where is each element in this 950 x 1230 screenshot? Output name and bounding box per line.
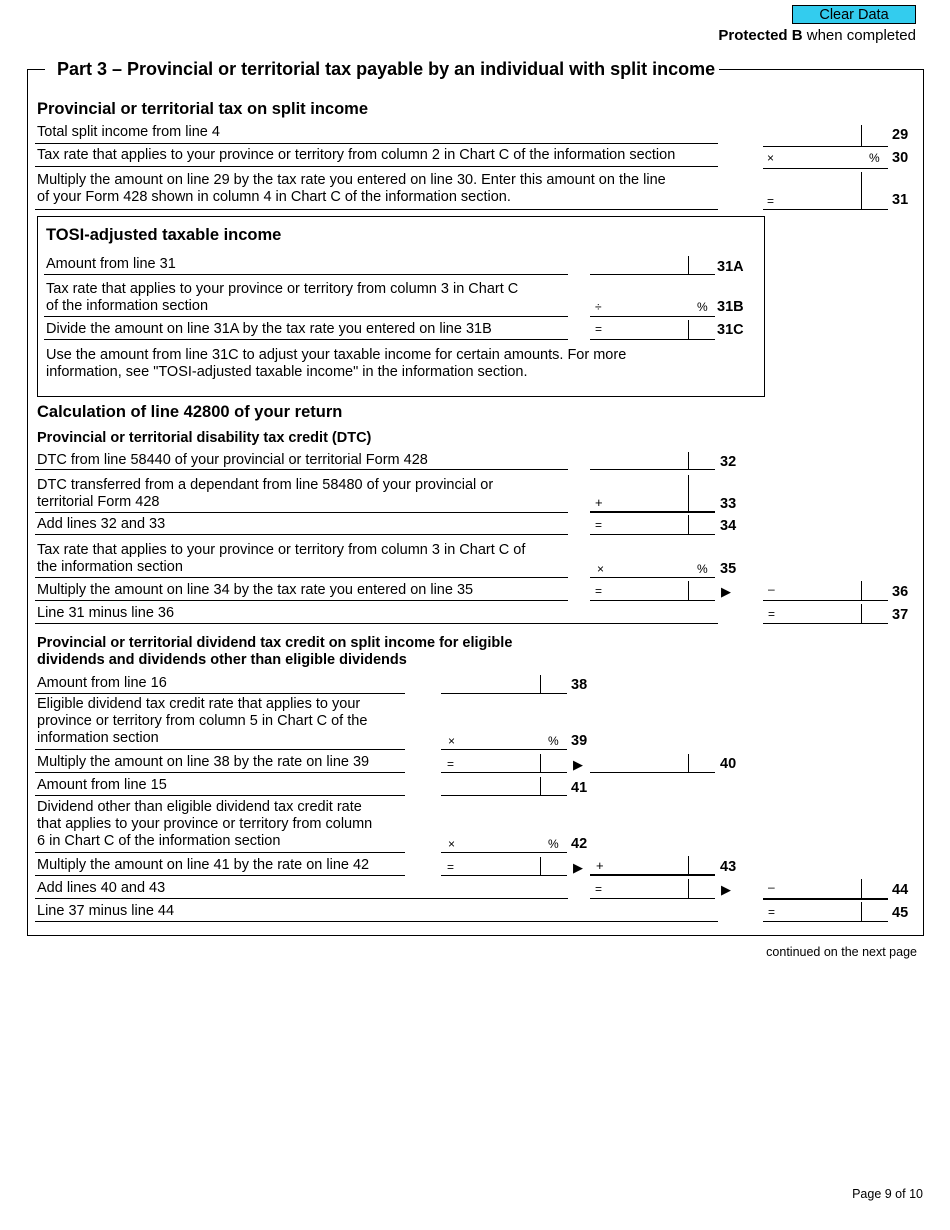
line-31c-equals-sign: = [595, 322, 603, 336]
line-30-number: 30 [892, 150, 909, 166]
calc-section-title: Calculation of line 42800 of your return [37, 403, 343, 421]
line-44-arrow-icon: ▶ [721, 882, 731, 897]
line-35-rate-input[interactable] [610, 558, 698, 578]
line-37-label: Line 31 minus line 36 [37, 605, 175, 621]
line-38-label: Amount from line 16 [37, 675, 167, 691]
line-44-input[interactable] [782, 878, 862, 898]
line-43-number: 43 [720, 859, 737, 875]
line-41-number: 41 [571, 780, 588, 796]
line-31b-percent-sign: % [697, 300, 708, 314]
clear-data-button[interactable]: Clear Data [792, 5, 916, 24]
line-40-label: Multiply the amount on line 38 by the rate on line 39 [37, 754, 370, 770]
tosi-note-1: Use the amount from line 31C to adjust your taxable income for certain amounts. For more [46, 347, 627, 363]
line-32-label: DTC from line 58440 of your provincial or territorial Form 428 [37, 452, 428, 468]
line-34-input[interactable] [610, 514, 688, 534]
page-number: Page 9 of 10 [852, 1187, 923, 1201]
line-35-times-sign: × [597, 562, 605, 576]
line-30-percent-sign: % [869, 151, 880, 165]
line-35-percent-sign: % [697, 562, 708, 576]
line-32-input[interactable] [592, 450, 688, 470]
line-42-label-2: that applies to your province or territory from column [37, 816, 373, 832]
line-39-number: 39 [571, 733, 588, 749]
line-43-label: Multiply the amount on line 41 by the rate on line 42 [37, 857, 370, 873]
line-40-arrow-icon: ▶ [573, 757, 583, 772]
split-income-section-title: Provincial or territorial tax on split income [37, 100, 368, 118]
line-35-label-2: the information section [37, 559, 183, 575]
line-44-number: 44 [892, 882, 909, 898]
line-31a-label: Amount from line 31 [46, 256, 176, 272]
line-36-minus-sign: – [768, 582, 775, 596]
line-31c-label: Divide the amount on line 31A by the tax rate you entered on line 31B [46, 321, 492, 337]
line-43-calc-input[interactable] [460, 855, 540, 875]
line-42-label-1: Dividend other than eligible dividend tax credit rate [37, 799, 362, 815]
line-31-equals-sign: = [767, 194, 775, 208]
line-34-equals-sign: = [595, 518, 603, 532]
line-45-label: Line 37 minus line 44 [37, 903, 175, 919]
line-33-label-2: territorial Form 428 [37, 494, 160, 510]
line-33-input[interactable] [610, 491, 688, 511]
line-33-label-1: DTC transferred from a dependant from line 58480 of your provincial or [37, 477, 494, 493]
line-31-number: 31 [892, 192, 909, 208]
line-44-calc-input[interactable] [610, 878, 688, 898]
line-37-input[interactable] [782, 603, 862, 623]
line-32-number: 32 [720, 454, 737, 470]
line-42-rate-input[interactable] [460, 833, 548, 853]
line-38-input[interactable] [443, 673, 540, 693]
line-42-times-sign: × [448, 837, 456, 851]
line-29-label: Total split income from line 4 [37, 124, 220, 140]
line-34-label: Add lines 32 and 33 [37, 516, 166, 532]
line-30-times-sign: × [767, 151, 775, 165]
line-45-input[interactable] [782, 901, 862, 921]
line-33-number: 33 [720, 496, 737, 512]
line-39-label-1: Eligible dividend tax credit rate that applies to your [37, 696, 361, 712]
line-45-equals-sign: = [768, 905, 776, 919]
line-44-equals-sign: = [595, 882, 603, 896]
line-43-input[interactable] [610, 854, 688, 874]
line-39-label-3: information section [37, 730, 159, 746]
line-31b-number: 31B [717, 299, 744, 315]
line-36-equals-sign: = [595, 584, 603, 598]
line-31-label-1: Multiply the amount on line 29 by the tax rate you entered on line 30. Enter this amount on the line [37, 172, 666, 188]
line-40-calc-input[interactable] [460, 752, 540, 772]
line-29-number: 29 [892, 127, 909, 143]
line-44-minus-sign: – [768, 880, 775, 894]
protected-b-notice: Protected B when completed [718, 27, 916, 44]
line-35-label-1: Tax rate that applies to your province or territory from column 3 in Chart C of [37, 542, 526, 558]
line-31b-label-2: of the information section [46, 298, 209, 314]
line-39-times-sign: × [448, 734, 456, 748]
line-31-label-2: of your Form 428 shown in column 4 in Chart C of the information section. [37, 189, 511, 205]
line-43-plus-sign: + [596, 858, 604, 873]
line-40-equals-sign: = [447, 757, 455, 771]
continued-note: continued on the next page [766, 945, 917, 959]
line-41-label: Amount from line 15 [37, 777, 167, 793]
line-43-equals-sign: = [447, 860, 455, 874]
line-36-label: Multiply the amount on line 34 by the tax rate you entered on line 35 [37, 582, 474, 598]
line-42-percent-sign: % [548, 837, 559, 851]
line-31-input[interactable] [782, 189, 862, 209]
line-37-number: 37 [892, 607, 909, 623]
line-31c-input[interactable] [610, 319, 688, 339]
line-39-label-2: province or territory from column 5 in Chart C of the [37, 713, 368, 729]
line-29-input[interactable] [764, 126, 862, 146]
line-31b-divide-sign: ÷ [595, 300, 602, 314]
line-31b-label-1: Tax rate that applies to your province or territory from column 3 in Chart C [46, 281, 519, 297]
dtc-subtitle: Provincial or territorial disability tax credit (DTC) [37, 430, 372, 446]
line-36-input[interactable] [782, 580, 862, 600]
line-41-input[interactable] [443, 775, 540, 795]
line-40-number: 40 [720, 756, 737, 772]
line-43-arrow-icon: ▶ [573, 860, 583, 875]
line-31b-rate-input[interactable] [610, 297, 698, 317]
line-44-label: Add lines 40 and 43 [37, 880, 166, 896]
part3-title: Part 3 – Provincial or territorial tax payable by an individual with split income [53, 59, 719, 80]
line-34-number: 34 [720, 518, 737, 534]
line-30-label: Tax rate that applies to your province or territory from column 2 in Chart C of the information section [37, 147, 676, 163]
tosi-note-2: information, see "TOSI-adjusted taxable income" in the information section. [46, 364, 528, 380]
line-31a-number: 31A [717, 259, 744, 275]
line-36-calc-input[interactable] [610, 580, 688, 600]
line-36-number: 36 [892, 584, 909, 600]
line-45-number: 45 [892, 905, 909, 921]
line-30-rate-input[interactable] [782, 149, 870, 169]
dividend-subtitle-1: Provincial or territorial dividend tax credit on split income for eligible [37, 635, 513, 651]
line-37-equals-sign: = [768, 607, 776, 621]
line-35-number: 35 [720, 561, 737, 577]
tosi-title: TOSI-adjusted taxable income [46, 226, 282, 244]
line-42-number: 42 [571, 836, 588, 852]
line-33-plus-sign: + [595, 495, 603, 510]
line-31c-number: 31C [717, 322, 744, 338]
line-39-rate-input[interactable] [460, 730, 548, 750]
line-42-label-3: 6 in Chart C of the information section [37, 833, 281, 849]
line-38-number: 38 [571, 677, 588, 693]
line-31a-input[interactable] [592, 255, 688, 275]
line-40-input[interactable] [592, 752, 688, 772]
line-36-arrow-icon: ▶ [721, 584, 731, 599]
line-39-percent-sign: % [548, 734, 559, 748]
dividend-subtitle-2: dividends and dividends other than eligible dividends [37, 652, 407, 668]
